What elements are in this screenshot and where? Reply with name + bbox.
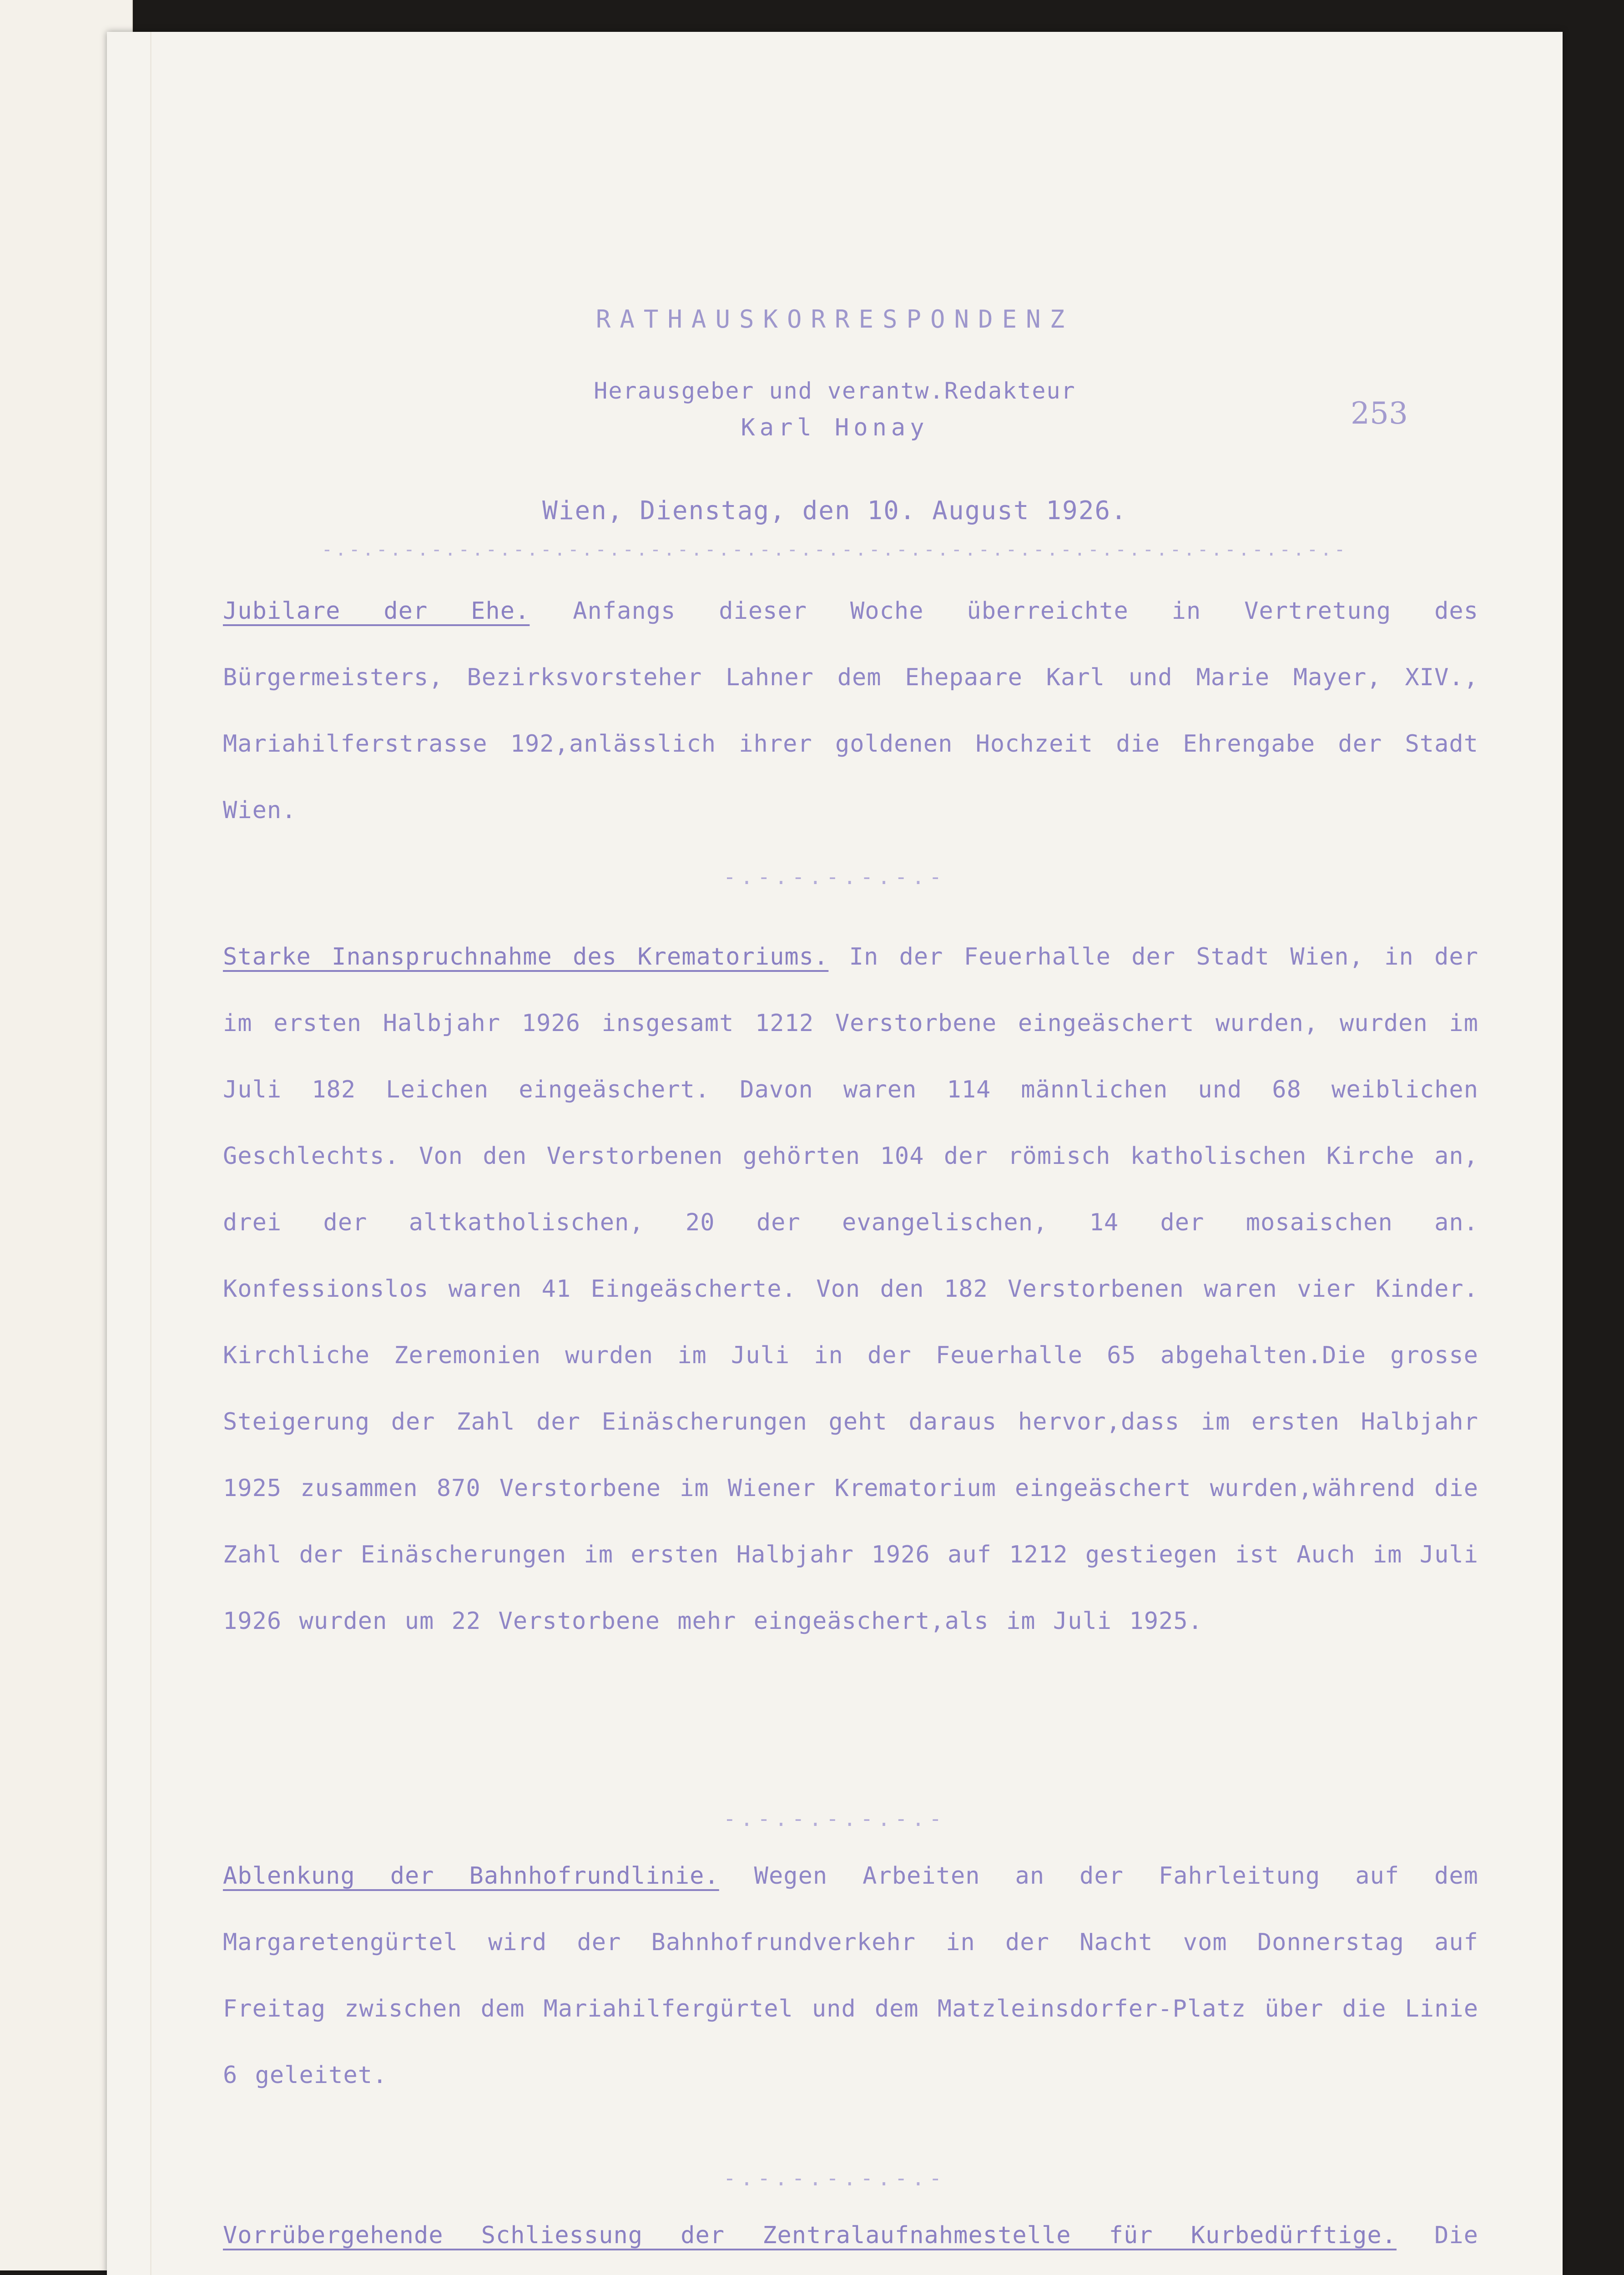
article-bahnhofrundlinie xyxy=(223,1843,1478,2108)
article-headline: Vorrübergehende Schliessung der Zentralaufnahmestelle für Kurbedürftige. xyxy=(223,2222,1397,2249)
editor-line: Herausgeber und verantw.Redakteur xyxy=(594,378,1076,404)
article-zentralaufnahmestelle xyxy=(223,2202,1478,2275)
separator: -.-.-.-.-.-.- xyxy=(723,2166,947,2190)
page-number: 253 xyxy=(1351,396,1408,431)
editor-name: Karl Honay xyxy=(741,414,929,441)
document-title: RATHAUSKORRESPONDENZ xyxy=(595,305,1074,334)
separator-top: -.-.-.-.-.-.-.-.-.-.-.-.-.-.-.-.-.-.-.-.-.-.-.-.-.-.-.-.-.-.-.-.-.-.-.-.-.- xyxy=(321,539,1348,560)
date-line: Wien, Dienstag, den 10. August 1926. xyxy=(542,496,1127,526)
article-body: Anfangs dieser Woche überreichte in Vertretung des Bürgermeisters, Bezirksvorsteher Lahner dem Ehepaare Karl und Marie Mayer, XIV., Mariahilferstrasse 192,anlässlich ihrer goldenen Hochzeit die Ehrengabe der Stadt Wien. xyxy=(223,597,1478,824)
article-headline: Starke Inanspruchnahme des Krematoriums. xyxy=(223,943,829,971)
article-body: Die xyxy=(1434,2222,1478,2249)
document-page xyxy=(107,32,1563,2275)
separator: -.-.-.-.-.-.- xyxy=(723,1806,947,1831)
article-body: In der Feuerhalle der Stadt Wien, in der im ersten Halbjahr 1926 insgesamt 1212 Verstorbene eingeäschert wurden, wurden im Juli 182 Leichen eingeäschert. Davon waren 114 männlichen und 68 weiblichen Geschlechts. Von den Verstorbenen gehörten 104 der römisch katholischen Kirche an, drei der altkatholischen, 20 der evangelischen, 14 der mosaischen an. Konfessionslos waren 41 Eingeäscherte. Von den 182 Verstorbenen waren vier Kinder. Kirchliche Zeremonien wurden im Juli in der Feuerhalle 65 abgehalten.Die grosse Steigerung der Zahl der Einäscherungen geht daraus hervor,dass im ersten Halbjahr 1925 zusammen 870 Verstorbene im Wiener Krematorium eingeäschert wurden,während die Zahl der Einäscherungen im ersten Halbjahr 1926 auf 1212 gestiegen ist Auch im Juli 1926 wurden um 22 Verstorbene mehr eingeäschert,als im Juli 1925. xyxy=(223,943,1478,1635)
article-body: Wegen Arbeiten an der Fahrleitung auf dem Margaretengürtel wird der Bahnhofrundverkehr in der Nacht vom Donnerstag auf Freitag zwischen dem Mariahilfergürtel und dem Matzleinsdorfer-Platz über die Linie 6 geleitet. xyxy=(223,1862,1478,2089)
separator: -.-.-.-.-.-.- xyxy=(723,864,947,889)
article-headline: Jubilare der Ehe. xyxy=(223,597,530,625)
article-jubilare xyxy=(223,578,1478,844)
article-krematorium xyxy=(223,924,1478,1654)
page-margin-shadow xyxy=(150,32,151,2275)
article-headline: Ablenkung der Bahnhofrundlinie. xyxy=(223,1862,719,1890)
